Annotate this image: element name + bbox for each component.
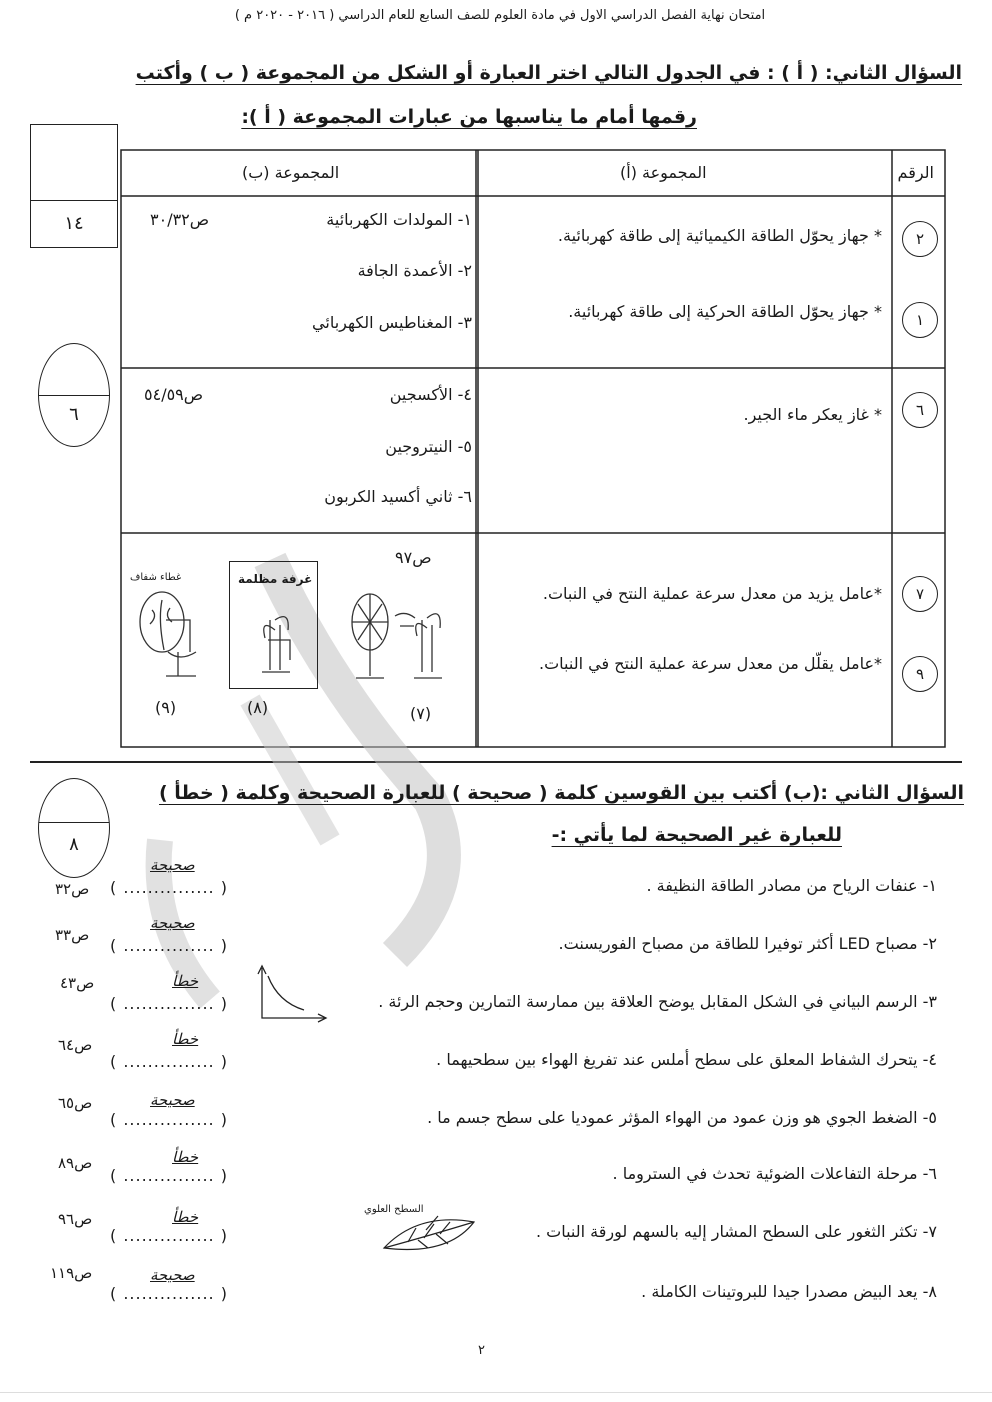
- page-ref: ص٣٠/٣٢: [150, 210, 210, 229]
- group-b-option: ٥- النيتروجين: [385, 437, 472, 456]
- answer-slot[interactable]: ( ............... ): [110, 1226, 228, 1245]
- answer-slot[interactable]: ( ............... ): [110, 1166, 228, 1185]
- score-circle-a-value: ٦: [69, 404, 79, 425]
- page-bottom-divider: [0, 1392, 992, 1393]
- statement-item: ٤- يتحرك الشفاط المعلق على سطح أملس عند تفريغ الهواء بين سطحيهما .: [436, 1050, 937, 1069]
- group-b-option: ٦- ثاني أكسيد الكربون: [324, 487, 472, 506]
- figure-number: (٧): [410, 704, 432, 723]
- page-ref: ص٩٧: [395, 548, 432, 567]
- page-ref: ص٣٢: [55, 880, 90, 898]
- group-b-option: ٣- المغناطيس الكهربائي: [312, 313, 472, 332]
- answer-slot[interactable]: ( ............... ): [110, 1284, 228, 1303]
- answer-slot[interactable]: ( ............... ): [110, 1052, 228, 1071]
- statement-item: ٧- تكثر الثغور على السطح المشار إليه بالسهم لورقة النبات .: [535, 1222, 937, 1241]
- score-circle-b-value: ٨: [69, 834, 79, 855]
- group-a-statement: * غاز يعكر ماء الجير.: [743, 405, 882, 424]
- transpiration-figures: [130, 580, 470, 690]
- page-ref: ص٦٤: [58, 1036, 93, 1054]
- statement-item: ١- عنفات الرياح من مصادر الطاقة النظيفة .: [646, 876, 937, 895]
- group-a-statement: * جهاز يحوّل الطاقة الكيميائية إلى طاقة كهربائية.: [557, 226, 882, 245]
- answer-circle: ٦: [902, 392, 938, 428]
- handwritten-answer: خطأ: [172, 972, 199, 990]
- page-ref: ص١١٩: [50, 1264, 93, 1282]
- handwritten-answer: صحيحة: [150, 856, 195, 874]
- handwritten-answer: صحيحة: [150, 1091, 195, 1109]
- group-b-option: ٤- الأكسجين: [389, 385, 472, 404]
- statement-item: ٥- الضغط الجوي هو وزن عمود من الهواء المؤثر عموديا على سطح جسم ما .: [427, 1108, 937, 1127]
- page-ref: ص٤٣: [60, 974, 95, 992]
- part-a-title-line1: السؤال الثاني: ( أ ) : في الجدول التالي اختر العبارة أو الشكل من المجموعة ( ب ) وأكتب: [135, 62, 962, 84]
- statement-item: ٦- مرحلة التفاعلات الضوئية تحدث في الستروما .: [612, 1164, 937, 1183]
- answer-circle: ٢: [902, 221, 938, 257]
- group-a-statement: *عامل يقلّل من معدل سرعة عملية النتح في النبات.: [539, 654, 882, 673]
- handwritten-answer: صحيحة: [150, 914, 195, 932]
- page-ref: ص٩٦: [58, 1210, 93, 1228]
- answer-slot[interactable]: ( ............... ): [110, 878, 228, 897]
- handwritten-answer: خطأ: [172, 1148, 199, 1166]
- statement-item: ٣- الرسم البياني في الشكل المقابل يوضح العلاقة بين ممارسة التمارين وحجم الرئة .: [378, 992, 937, 1011]
- header-number: الرقم: [897, 163, 934, 182]
- graph-icon: [252, 962, 332, 1026]
- page-number: ٢: [478, 1343, 485, 1358]
- group-b-option: ٢- الأعمدة الجافة: [357, 261, 472, 280]
- leaf-label: السطح العلوي: [364, 1204, 424, 1215]
- score-box-value: ١٤: [64, 213, 84, 234]
- label-dark-room: غرفة مظلمة: [238, 572, 313, 586]
- group-a-statement: *عامل يزيد من معدل سرعة عملية النتح في النبات.: [542, 584, 882, 603]
- handwritten-answer: صحيحة: [150, 1266, 195, 1284]
- leaf-icon: [378, 1212, 478, 1258]
- answer-circle: ١: [902, 302, 938, 338]
- score-circle-b: [38, 778, 110, 878]
- statement-item: ٢- مصباح LED أكثر توفيرا للطاقة من مصباح الفوريسنت.: [558, 934, 937, 953]
- handwritten-answer: خطأ: [172, 1208, 199, 1226]
- page-ref: ص٦٥: [58, 1094, 93, 1112]
- handwritten-answer: خطأ: [172, 1030, 199, 1048]
- statement-item: ٨- يعد البيض مصدرا جيدا للبروتينات الكاملة .: [641, 1282, 937, 1301]
- figure-number: (٩): [155, 698, 177, 717]
- part-b-title-line1: السؤال الثاني :(ب) أكتب بين القوسين كلمة ( صحيحة ) للعبارة الصحيحة وكلمة ( خطأ ): [159, 782, 964, 804]
- answer-slot[interactable]: ( ............... ): [110, 994, 228, 1013]
- answer-slot[interactable]: ( ............... ): [110, 936, 228, 955]
- answer-circle: ٧: [902, 576, 938, 612]
- answer-circle: ٩: [902, 656, 938, 692]
- page-ref: ص٥٤/٥٩: [144, 385, 204, 404]
- group-b-option: ١- المولدات الكهربائية: [326, 210, 472, 229]
- page-ref: ص٣٣: [55, 926, 90, 944]
- part-a-title-line2: رقمها أمام ما يناسبها من عبارات المجموعة ( أ ):: [241, 106, 697, 128]
- header-group-b: المجموعة (ب): [242, 163, 340, 182]
- label-transparent-cover: غطاء شفاف: [130, 572, 182, 583]
- header-group-a: المجموعة (أ): [620, 163, 707, 182]
- part-b-title-line2: للعبارة غير الصحيحة لما يأتي :-: [551, 824, 842, 846]
- group-a-statement: * جهاز يحوّل الطاقة الحركية إلى طاقة كهربائية.: [568, 302, 882, 321]
- page-ref: ص٨٩: [58, 1154, 93, 1172]
- figure-number: (٨): [247, 698, 269, 717]
- exam-header: امتحان نهاية الفصل الدراسي الاول في مادة العلوم للصف السابع للعام الدراسي ( ٢٠١٦ - ٢٠٢٠ م ): [234, 8, 766, 23]
- answer-slot[interactable]: ( ............... ): [110, 1110, 228, 1129]
